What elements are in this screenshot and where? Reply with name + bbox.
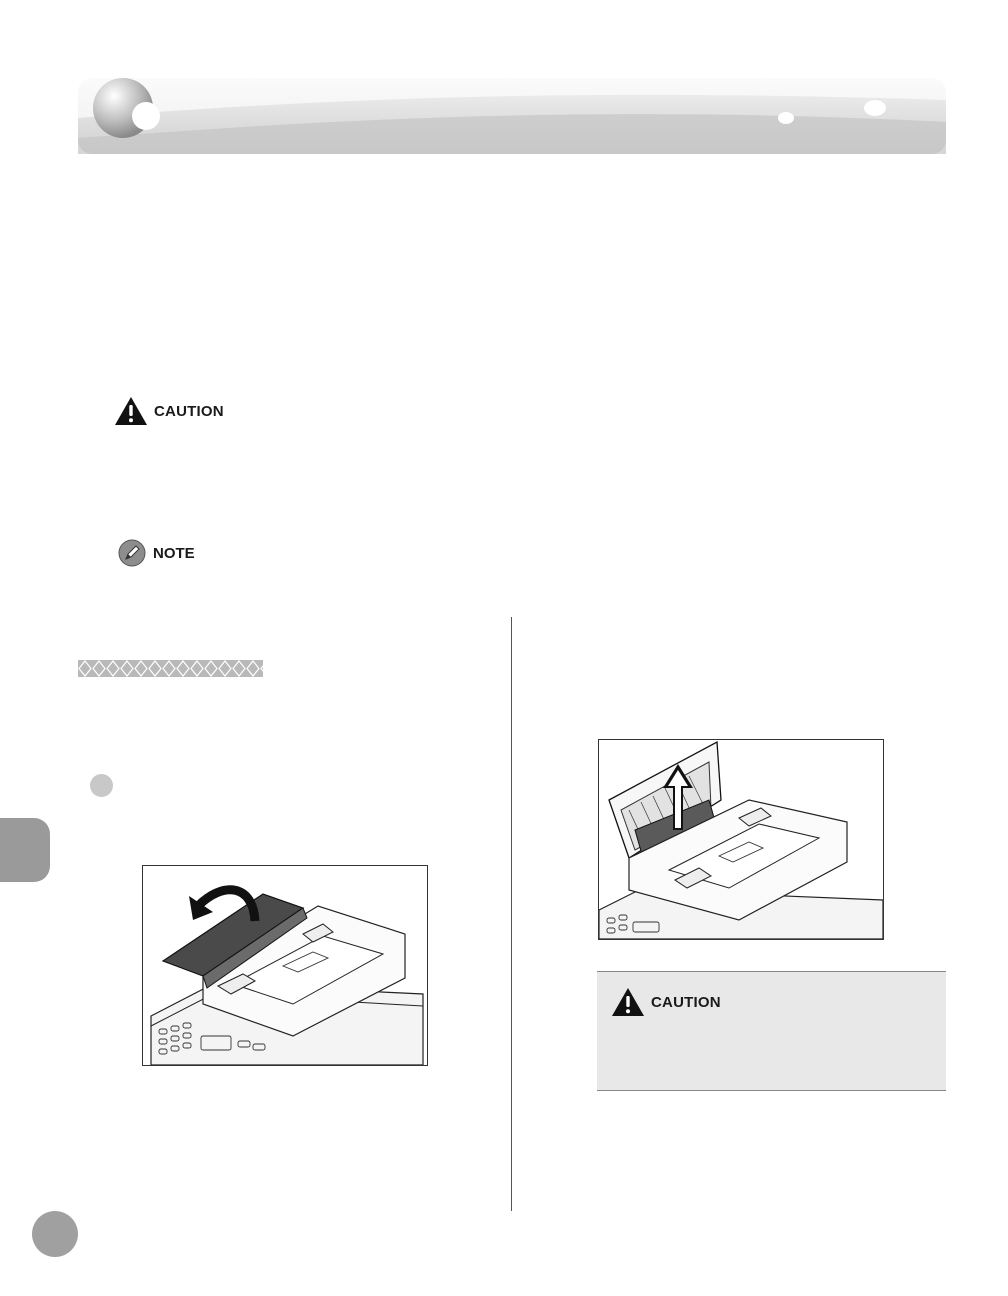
warning-triangle-icon: [114, 396, 148, 426]
feeder-cover-open-illustration: [142, 865, 428, 1066]
chapter-side-tab: [0, 818, 50, 882]
section-header-banner: [78, 78, 946, 154]
pencil-note-icon: [117, 538, 147, 568]
machine-drawing: [143, 866, 427, 1065]
column-divider: [511, 617, 512, 1211]
machine-drawing-open: [599, 740, 883, 939]
caution-box-label: CAUTION: [651, 993, 721, 1011]
caution-label: CAUTION: [154, 402, 224, 420]
note-heading: [117, 538, 195, 568]
caution-box-heading: [611, 987, 721, 1017]
subsection-heading-band: [78, 660, 263, 677]
caution-box: [597, 971, 946, 1091]
caution-heading: [114, 396, 224, 426]
page-number-circle: [32, 1211, 78, 1257]
warning-triangle-icon: [611, 987, 645, 1017]
note-label: NOTE: [153, 544, 195, 562]
remove-jammed-document-illustration: [598, 739, 884, 940]
step-number-circle: [90, 774, 113, 797]
